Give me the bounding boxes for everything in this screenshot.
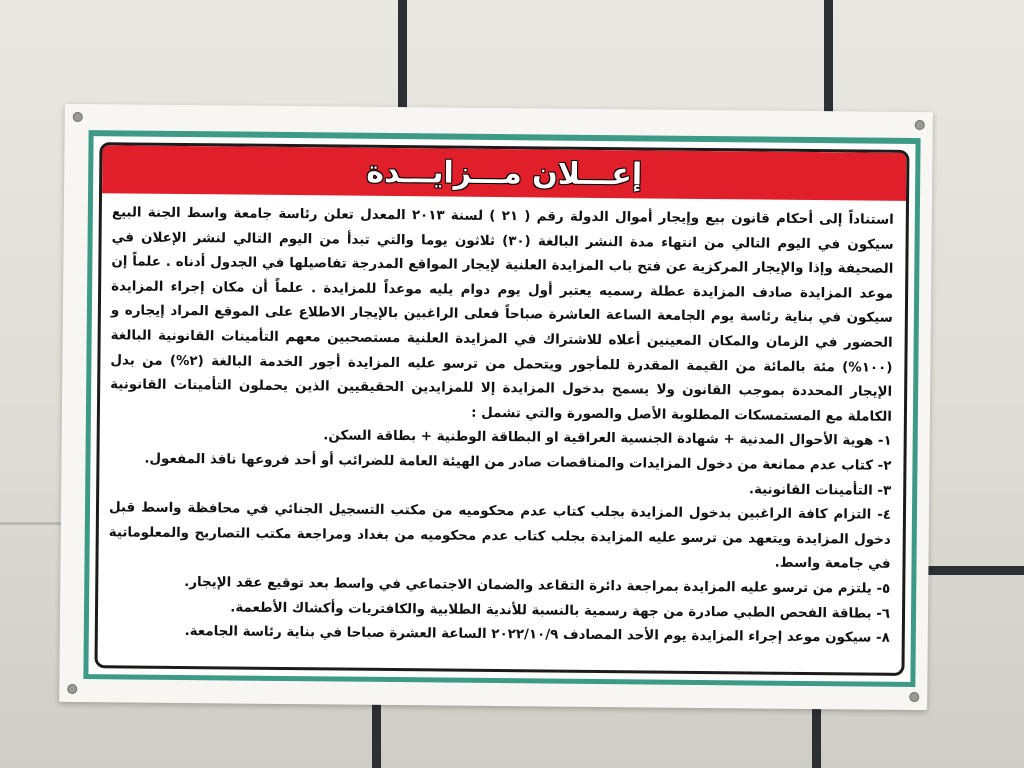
tile-grout-v3 <box>372 700 381 768</box>
tile-grout-h1 <box>928 566 1024 575</box>
notice-title: إعـــلان مـــزايـــدة <box>366 154 643 192</box>
requirement-item: ٥- يلتزم من ترسو عليه المزايدة بمراجعة دائرة التقاعد والضمان الاجتماعي في واسط بعد توقيع عقد الإيجار. <box>184 574 891 597</box>
requirement-item: ٨- سيكون موعد إجراء المزايدة يوم الأحد المصادف ٢٠٢٢/١٠/٩ الساعة العشرة صباحا في بناية رئاسة الجامعة. <box>184 624 890 646</box>
grommet <box>915 120 925 130</box>
title-bar <box>102 145 906 201</box>
notice-banner <box>59 104 933 710</box>
notice-frame <box>83 130 920 687</box>
requirement-item: ٤- التزام كافة الراغبين بدخول المزايدة بجلب كتاب عدم محكوميه من مكتب التسجيل الجنائي في محافظة واسط قبل دخول المزايدة ويتعهد من ترسو عليه المزايدة بجلب كتاب عدم محكوميه من بغداد ومراجعة مكتب التصاريح والمعلوماتية في جامعة واسط. <box>108 500 892 573</box>
requirement-item: ١- هوية الأحوال المدنية + شهادة الجنسية العراقية او البطاقة الوطنية + بطاقة السكن. <box>323 428 892 450</box>
requirement-item: ٦- بطاقة الفحص الطبي صادرة من جهة رسمية بالنسبة للأندية الطلابية والكافتريات وأكشاك الأطعمة. <box>230 599 891 622</box>
notice-body <box>108 201 894 666</box>
tile-grout-h2 <box>0 522 62 525</box>
notice-inner-border <box>94 142 909 676</box>
tile-grout-v1 <box>398 0 407 120</box>
notice-intro: استناداً إلى أحكام قانون بيع وإيجار أموال الدولة رقم ( ٢١ ) لسنة ٢٠١٣ المعدل تعلن رئاسة جامعة واسط الجنة البيع سيكون في اليوم التالي من انتهاء مدة النشر البالغة (٣٠) ثلاثون يوما والتي تبدأ من اليوم التالي لنشر الإعلان في الصحيفة وإذا والإيجار المركزية عن فتح باب المزايدة العلنية لإيجار المواقع المدرجة تفاصيلها في الجدول أدناه . علماً إن موعد المزايدة صادف المزايدة عطلة رسميه يعتبر أول يوم دوام يليه موعداً للمزايدة . علماً أن مكان إجراء المزايدة سيكون في بناية رئاسة يوم الجامعة الساعة العاشرة صباحاً فعلى الراغبين بالإيجار الاطلاع على الموقع المراد إيجاره و الحضور في الزمان والمكان المعينين أعلاه للاشتراك في المزايدة العلنية مستصحبين معهم التأمينات القانونية البالغة (١٠٠%) مئة بالمائة من القيمة المقدرة للمأجور ويتحمل من ترسو عليه المزايدة أجور الخدمة البالغة (٢%) من بدل الإيجار المحددة بموجب القانون ولا يسمح بدخول المزايدة إلا للمزايدين الحقيقيين الذين يحملون التأمينات القانونية الكاملة مع المستمسكات المطلوبة الأصل والصورة والتي تشمل : <box>110 205 894 425</box>
tile-grout-v2 <box>824 0 833 118</box>
grommet <box>73 112 83 122</box>
requirement-item: ٣- التأمينات القانونية. <box>748 481 892 499</box>
grommet <box>909 692 919 702</box>
grommet <box>67 684 77 694</box>
tile-grout-v4 <box>812 702 821 768</box>
requirement-item: ٢- كتاب عدم ممانعة من دخول المزايدات والمناقصات صادر من الهيئة العامة للضرائب أو أحد فروعها نافذ المفعول. <box>144 451 892 474</box>
